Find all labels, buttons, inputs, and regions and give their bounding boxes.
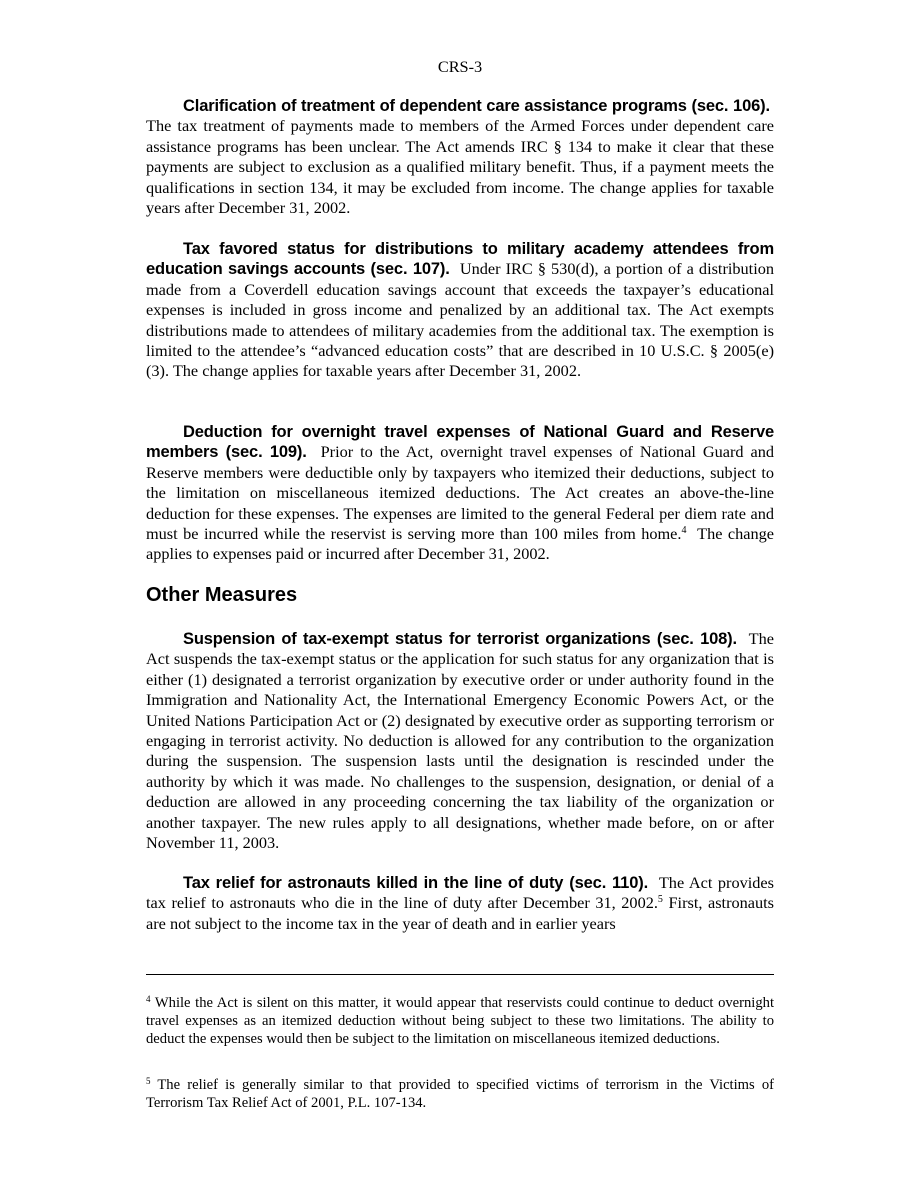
paragraph-body: The Act provides tax relief to astronauts who die in the line of duty after December 31, 2002. <box>146 873 774 913</box>
footnote-text: The relief is generally similar to that provided to specified victims of terrorism in the Victims of Terrorism Tax Relief Act of 2001, P.L. 107-134. <box>146 1077 774 1112</box>
footnote-4 <box>146 994 774 1049</box>
paragraph-body-continued: The change applies to expenses paid or incurred after December 31, 2002. <box>146 524 775 564</box>
footnote-divider <box>146 974 774 975</box>
footnote-number: 5 <box>146 1076 151 1086</box>
paragraph-sec-110 <box>146 873 774 934</box>
paragraph-lead: Tax favored status for distributions to military academy attendees from education savings accounts (sec. 107). <box>146 240 774 279</box>
paragraph-body-continued: First, astronauts are not subject to the income tax in the year of death and in earlier years <box>146 893 775 933</box>
paragraph-lead: Tax relief for astronauts killed in the line of duty (sec. 110). <box>183 874 649 892</box>
footnote-text: While the Act is silent on this matter, it would appear that reservists could continue to deduct overnight travel expenses as an itemized deduction without being subject to these two limitations. The ability to deduct the expenses would then be subject to the limitation on miscellaneous itemized deductions. <box>146 995 775 1048</box>
footnote-ref[interactable]: 4 <box>681 525 687 537</box>
paragraph-lead: Suspension of tax-exempt status for terrorist organizations (sec. 108). <box>183 630 737 648</box>
footnote-number: 4 <box>146 994 151 1004</box>
footnote-ref[interactable]: 5 <box>657 894 663 906</box>
paragraph-lead: Clarification of treatment of dependent care assistance programs (sec. 106). <box>183 97 770 115</box>
paragraph-sec-109 <box>146 422 774 565</box>
paragraph-body: Prior to the Act, overnight travel expenses of National Guard and Reserve members were deductible only by taxpayers who itemized their deductions, subject to the limitation on miscellaneous itemized deductions. The Act creates an above-the-line deduction for these expenses. The expenses are limited to the general Federal per diem rate and must be incurred while the reservist is serving more than 100 miles from home. <box>146 442 775 544</box>
paragraph-sec-106 <box>146 96 774 218</box>
paragraph-body: Under IRC § 530(d), a portion of a distribution made from a Coverdell education savings account that exceeds the taxpayer’s educational expenses is included in gross income and penalized by an additional tax. The Act exempts distributions made to attendees of military academies from the additional tax. The exemption is limited to the attendee’s “advanced education costs” that are described in 10 U.S.C. § 2005(e)(3). The change applies for taxable years after December 31, 2002. <box>146 259 775 381</box>
paragraph-sec-107 <box>146 239 774 382</box>
page-header: CRS-3 <box>437 57 483 76</box>
section-heading: Other Measures <box>146 584 298 606</box>
paragraph-body: The tax treatment of payments made to members of the Armed Forces under dependent care assistance programs has been unclear. The Act amends IRC § 134 to make it clear that these payments are subject to exclusion as a qualified military benefit. Thus, if a payment meets the qualifications in section 134, it may be excluded from income. The change applies for taxable years after December 31, 2002. <box>146 116 774 218</box>
footnote-5 <box>146 1076 774 1112</box>
paragraph-lead: Deduction for overnight travel expenses of National Guard and Reserve members (sec. 109). <box>146 423 774 462</box>
paragraph-sec-108 <box>146 629 774 853</box>
paragraph-body: The Act suspends the tax-exempt status or the application for such status for any organization that is either (1) designated a terrorist organization by executive order or under authority found in the Immigration and Nationality Act, the International Emergency Economic Powers Act, or the United Nations Participation Act or (2) designated by executive order as supporting terrorism or engaging in terrorist activity. No deduction is allowed for any contribution to the organization during the suspension. The suspension lasts until the designation is rescinded under the authority by which it was made. No challenges to the suspension, designation, or denial of a deduction are allowed in any proceeding concerning the tax liability of the organization or another taxpayer. The new rules apply to all designations, whether made before, on or after November 11, 2003. <box>146 629 774 853</box>
